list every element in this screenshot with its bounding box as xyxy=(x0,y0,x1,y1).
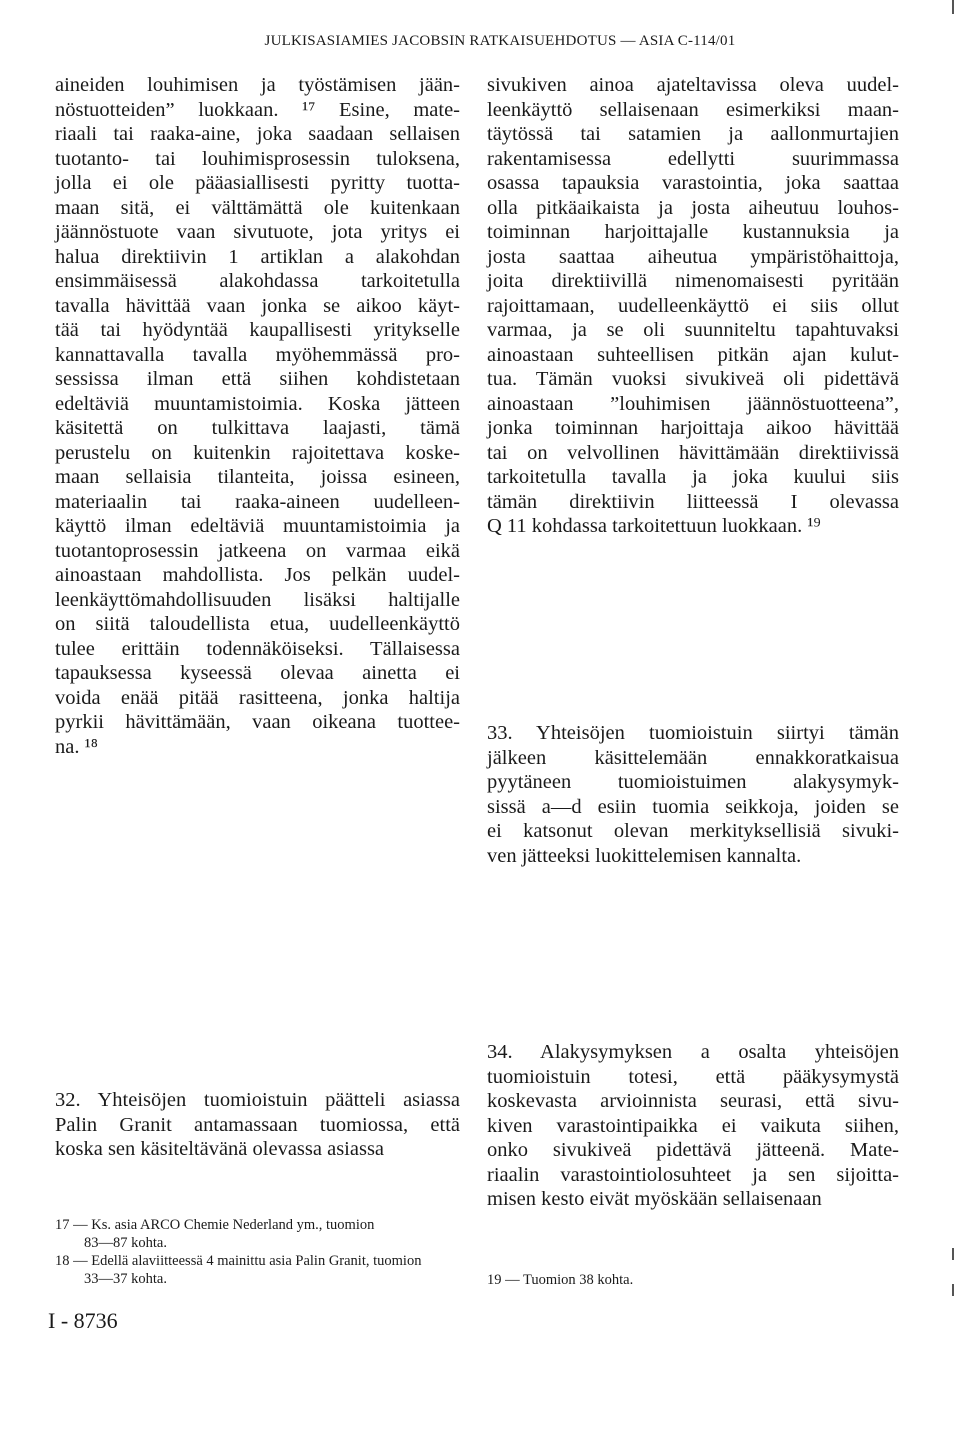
text-line: ei katsonut olevan merkityksellisiä sivuki- xyxy=(487,820,899,842)
text-line: tuotanto- tai louhimisprosessin tuloksena, xyxy=(55,147,460,170)
text-line: materiaalin tai raaka-aineen uudelleen- xyxy=(55,490,460,513)
text-line: joita direktiivillä nimenomaisesti pyritään xyxy=(487,270,899,292)
text-line: jäännöstuote vaan sivutuote, jota yritys ei xyxy=(55,221,460,243)
footnote-17-line2: 83—87 kohta. xyxy=(84,1235,167,1251)
text-line: käsitettä on tulkittava laajasti, tämä xyxy=(55,417,460,439)
text-line: olla pitkäaikaista ja josta aiheutuu louhos- xyxy=(487,196,899,219)
text-line: na. ¹⁸ xyxy=(55,735,98,758)
text-line: edeltäviä muuntamistoimia. Koska jätteen xyxy=(55,392,460,415)
text-line: kiven varastointipaikka ei vaikuta siihen, xyxy=(487,1114,899,1137)
text-line: toiminnan harjoittajalle kustannuksia ja xyxy=(487,221,899,243)
text-line: leenkäyttö sellaisenaan esimerkiksi maan- xyxy=(487,98,899,121)
footnote-19: 19 — Tuomion 38 kohta. xyxy=(487,1272,634,1288)
text-line: maan sitä, ei välttämättä ole kuitenkaan xyxy=(55,196,460,219)
text-line: maan sellaisia tilanteita, joissa esineen, xyxy=(55,466,460,488)
text-line: tua. Tämän vuoksi sivukiveä oli pidettävä xyxy=(487,368,899,390)
scan-margin-mark xyxy=(952,1248,954,1260)
text-line: sivukiven ainoa ajateltavissa oleva uudel- xyxy=(487,74,899,96)
text-line: tapauksessa kyseessä olevaa ainetta ei xyxy=(55,662,460,684)
text-line: ensimmäisessä alakohdassa tarkoitetulla xyxy=(55,270,460,292)
text-line: halua direktiivin 1 artiklan a alakohdan xyxy=(55,245,460,268)
text-line: pyrkii hävittämään, vaan oikeana tuottee- xyxy=(55,711,460,733)
text-line: rakentamisessa edellytti suurimmassa xyxy=(487,147,899,170)
footnotes-right xyxy=(487,1271,899,1289)
paragraph-32 xyxy=(55,1088,460,1162)
text-line: tää tai hyödyntää kaupallisesti yritykselle xyxy=(55,319,460,341)
text-line: riaali tai raaka-aine, joka saadaan sellaisen xyxy=(55,123,460,145)
text-line: tarkoitetulla tavalla ja joka kuului siis xyxy=(487,466,899,488)
text-line: riaalin varastointiolosuhteet ja sen sijoitta- xyxy=(487,1163,899,1186)
text-line: misen kesto eivät myöskään sellaisenaan xyxy=(487,1188,822,1210)
text-line: Q 11 kohdassa tarkoitettuun luokkaan. ¹⁹ xyxy=(487,515,821,537)
text-line: tuotantoprosessin jatkeena on varmaa eikä xyxy=(55,539,460,562)
paragraph-34 xyxy=(487,1040,899,1212)
text-line: onko sivukiveä pidettävä jätteenä. Mate- xyxy=(487,1139,899,1161)
text-line: ainoastaan suhteellisen pitkän ajan kulut- xyxy=(487,343,899,366)
footnote-18-line2: 33—37 kohta. xyxy=(84,1271,167,1287)
text-line: kannattavalla tavalla myöhemmässä pro- xyxy=(55,343,460,366)
text-line: 32. Yhteisöjen tuomioistuin päätteli asiassa xyxy=(55,1089,460,1111)
text-line: käyttö ilman edeltäviä muuntamistoimia ja xyxy=(55,515,460,537)
text-line: perustelu on kuitenkin rajoitettava koske- xyxy=(55,441,460,464)
text-line: koska sen käsiteltävänä olevassa asiassa xyxy=(55,1138,385,1160)
text-line: tavalla hävittää vaan jonka se aikoo käyt- xyxy=(55,294,460,317)
text-line: tulee erittäin todennäköiseksi. Tällaisessa xyxy=(55,637,460,660)
left-column-text xyxy=(55,73,460,759)
text-line: aineiden louhimisen ja työstämisen jään- xyxy=(55,74,460,96)
text-line: 33. Yhteisöjen tuomioistuin siirtyi tämän xyxy=(487,722,899,744)
text-line: sessissa ilman että siihen kohdistetaan xyxy=(55,368,460,390)
text-line: Palin Granit antamassaan tuomiossa, että xyxy=(55,1113,460,1136)
text-line: tai on velvollinen hävittämään direktiivissä xyxy=(487,441,899,464)
text-line: sissä a—d esiin tuomia seikkoja, joiden se xyxy=(487,795,899,818)
text-line: jälkeen käsittelemään ennakkoratkaisua xyxy=(487,746,899,769)
text-line: pyytäneen tuomioistuimen alakysymyk- xyxy=(487,771,899,793)
scan-margin-mark xyxy=(952,1284,954,1296)
text-line: 34. Alakysymyksen a osalta yhteisöjen xyxy=(487,1041,899,1063)
footnote-18-line1: 18 — Edellä alaviitteessä 4 mainittu asia Palin Granit, tuomion xyxy=(55,1253,422,1269)
footnote-17-line1: 17 — Ks. asia ARCO Chemie Nederland ym., tuomion xyxy=(55,1217,375,1233)
text-line: tämän direktiivin liitteessä I olevassa xyxy=(487,490,899,513)
text-line: jolla ei ole pääasiallisesti pyritty tuotta- xyxy=(55,172,460,194)
text-line: osassa tapauksia varastointia, joka saattaa xyxy=(487,172,899,194)
text-line: rajoittamaan, uudelleenkäyttö ei siis ollut xyxy=(487,294,899,317)
text-line: on siitä taloudellista etua, uudelleenkäyttö xyxy=(55,613,460,635)
text-line: voida enää pitää rasitteena, jonka haltija xyxy=(55,686,460,709)
text-line: varmaa, ja se oli suunniteltu tapahtuvaksi xyxy=(487,319,899,341)
text-line: koskevasta arvioinnista seurasi, että sivu- xyxy=(487,1090,899,1112)
text-line: josta saattaa aiheutua ympäristöhaittoja, xyxy=(487,245,899,268)
text-line: ainoastaan ”louhimisen jäännöstuotteena”, xyxy=(487,392,899,415)
text-line: nöstuotteiden” luokkaan. ¹⁷ Esine, mate- xyxy=(55,98,460,121)
page-number: I - 8736 xyxy=(48,1308,118,1333)
text-line: ven jätteeksi luokittelemisen kannalta. xyxy=(487,844,802,867)
text-line: leenkäyttömahdollisuuden lisäksi haltijalle xyxy=(55,588,460,611)
text-line: tuomioistuin totesi, että pääkysymystä xyxy=(487,1065,899,1088)
text-line: täytössä tai satamien ja aallonmurtajien xyxy=(487,123,899,145)
running-header: JULKISASIAMIES JACOBSIN RATKAISUEHDOTUS — ASIA C-114/01 xyxy=(264,33,736,49)
footnotes-left xyxy=(55,1216,460,1288)
text-line: jonka toiminnan harjoittaja aikoo hävittää xyxy=(487,417,899,439)
text-line: ainoastaan mahdollista. Jos pelkän uudel- xyxy=(55,564,460,586)
paragraph-33 xyxy=(487,721,899,868)
right-column-text xyxy=(487,73,899,539)
scan-margin-mark xyxy=(952,0,954,14)
